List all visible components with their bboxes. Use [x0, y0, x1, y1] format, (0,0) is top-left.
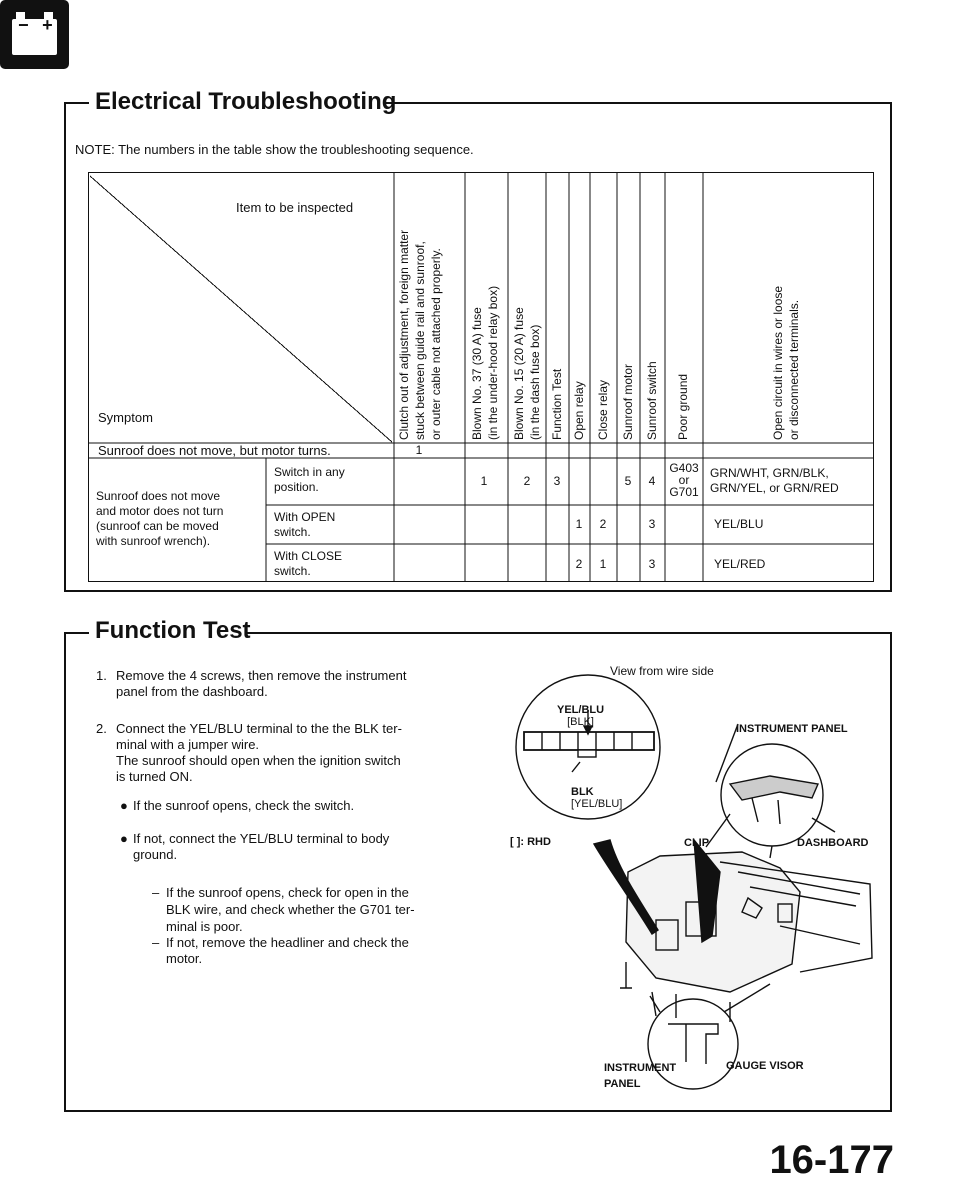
- bullet-1: ● If the sunroof opens, check the switch.: [120, 798, 355, 813]
- section-title-troubleshooting: Electrical Troubleshooting: [95, 88, 397, 115]
- dash-2: – If not, remove the headliner and check the motor.: [152, 935, 409, 966]
- corner-item-label: Item to be inspected: [236, 200, 354, 215]
- rowC-close-relay-seq: 1: [599, 557, 607, 571]
- rowA-fuse15-seq: 2: [523, 474, 531, 488]
- col-clutch-line2: stuck between guide rail and sunroof,: [413, 241, 427, 440]
- troubleshooting-table: [88, 172, 874, 582]
- col-fuse37-line1: Blown No. 37 (30 A) fuse: [470, 307, 484, 440]
- col-poor-ground: Poor ground: [676, 373, 690, 440]
- rowB-switch-seq: 3: [648, 517, 656, 531]
- dashboard-illustration: [480, 672, 880, 1092]
- rowA-function-seq: 3: [553, 474, 561, 488]
- label-gauge-visor: GAUGE VISOR: [726, 1060, 804, 1072]
- label-dashboard: DASHBOARD: [797, 837, 869, 849]
- label-yel-blu: YEL/BLU [BLK]: [557, 704, 605, 728]
- label-instrument-panel: INSTRUMENT PANEL: [736, 723, 848, 735]
- col-function-test: Function Test: [550, 368, 564, 440]
- col-sunroof-motor: Sunroof motor: [621, 363, 635, 440]
- col-fuse15-line2: (in the dash fuse box): [528, 324, 542, 440]
- col-open-circuit-line2: or disconnected terminals.: [787, 299, 801, 440]
- label-rhd-note: [ ]: RHD: [510, 836, 551, 848]
- rowA-fuse37-seq: 1: [480, 474, 488, 488]
- rowC-condition: With CLOSE switch.: [274, 549, 343, 578]
- dash-1: – If the sunroof opens, check for open in the BLK wire, and check whether the G701 ter- minal is poor.: [152, 885, 415, 934]
- rowB-close-relay-seq: 2: [599, 517, 607, 531]
- row1-symptom: Sunroof does not move, but motor turns.: [98, 443, 331, 458]
- col-clutch-line3: or outer cable not attached properly.: [429, 248, 443, 440]
- step1-text: Remove the 4 screws, then remove the instrument panel from the dashboard.: [116, 668, 407, 699]
- rowA-condition: Switch in any position.: [274, 465, 345, 494]
- col-open-relay: Open relay: [572, 381, 586, 440]
- step2-number: 2.: [96, 721, 107, 736]
- group-symptom: Sunroof does not move and motor does not turn (sunroof can be moved with sunroof wrench).: [96, 489, 224, 548]
- rowA-switch-seq: 4: [648, 474, 656, 488]
- rowB-condition: With OPEN switch.: [274, 510, 336, 539]
- col-fuse37-line2: (in the under-hood relay box): [486, 285, 500, 440]
- rowA-open-circuit: GRN/WHT, GRN/BLK, GRN/YEL, or GRN/RED: [710, 466, 839, 495]
- label-clip: CLIP: [684, 837, 710, 849]
- rowC-switch-seq: 3: [648, 557, 656, 571]
- rowC-open-relay-seq: 2: [575, 557, 583, 571]
- col-open-circuit-line1: Open circuit in wires or loose: [771, 285, 785, 440]
- rowB-open-relay-seq: 1: [575, 517, 583, 531]
- label-instrument-panel-bottom: INSTRUMENT PANEL: [604, 1062, 677, 1090]
- rowC-open-circuit: YEL/RED: [714, 557, 766, 571]
- row1-clutch-seq: 1: [415, 443, 423, 457]
- rowA-ground: G403 or G701: [669, 461, 699, 499]
- step1-number: 1.: [96, 668, 107, 683]
- corner-symptom-label: Symptom: [98, 410, 153, 425]
- step2-text: Connect the YEL/BLU terminal to the the BLK ter- minal with a jumper wire. The sunroof should open when the ignition switch is turned ON.: [116, 721, 402, 784]
- col-fuse15-line1: Blown No. 15 (20 A) fuse: [512, 307, 526, 440]
- rowA-motor-seq: 5: [624, 474, 632, 488]
- rowB-open-circuit: YEL/BLU: [714, 517, 764, 531]
- battery-icon: − +: [0, 0, 69, 69]
- col-clutch-line1: Clutch out of adjustment, foreign matter: [397, 229, 411, 440]
- col-sunroof-switch: Sunroof switch: [645, 361, 659, 440]
- table-note: NOTE: The numbers in the table show the troubleshooting sequence.: [75, 142, 474, 157]
- page-number: 16-177: [769, 1138, 894, 1182]
- figure-view-caption: View from wire side: [610, 664, 714, 678]
- label-blk: BLK [YEL/BLU]: [571, 786, 623, 810]
- section-title-function-test: Function Test: [95, 617, 251, 644]
- connector-outline: [524, 732, 654, 750]
- bullet-2: ● If not, connect the YEL/BLU terminal to body ground.: [120, 831, 390, 862]
- col-close-relay: Close relay: [596, 379, 610, 440]
